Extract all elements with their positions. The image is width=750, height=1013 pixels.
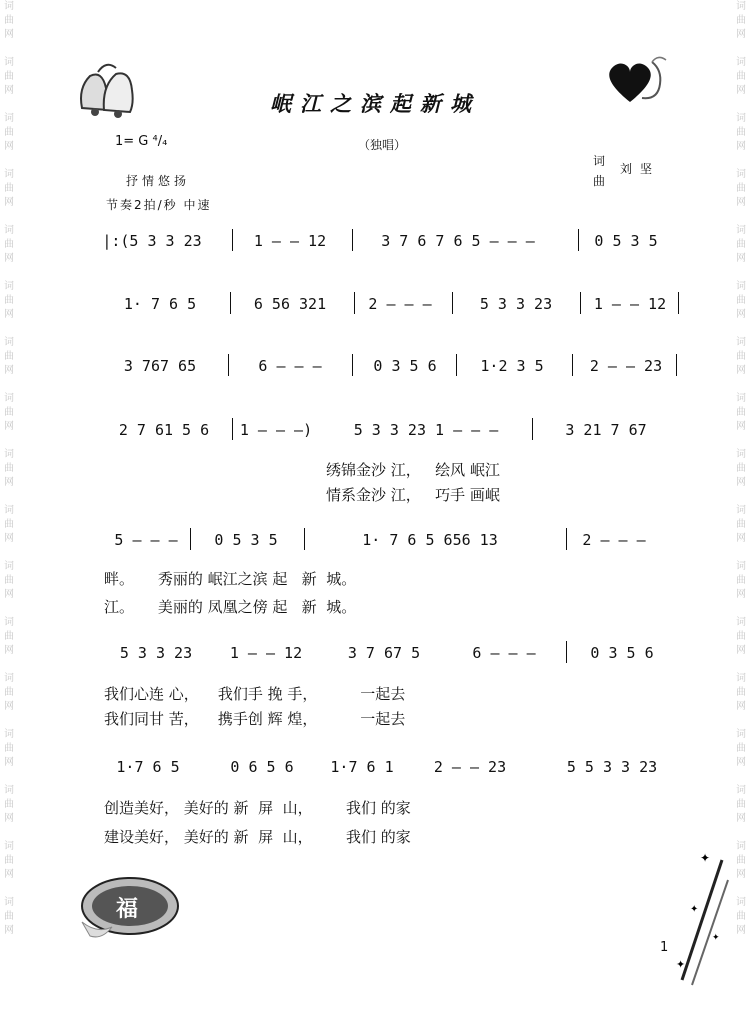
measure: 1·7 6 5 bbox=[116, 758, 180, 776]
watermark-char: 网 bbox=[4, 645, 14, 656]
measure: 3 21 7 67 bbox=[565, 421, 647, 439]
watermark-char: 词 bbox=[4, 113, 14, 124]
watermark-char: 词 bbox=[4, 281, 14, 292]
watermark-char: 词 bbox=[736, 1, 746, 12]
watermark-char: 词 bbox=[736, 505, 746, 516]
watermark-char: 曲 bbox=[4, 743, 14, 754]
watermark-char: 网 bbox=[4, 869, 14, 880]
watermark-char: 网 bbox=[4, 925, 14, 936]
watermark-char: 词 bbox=[736, 729, 746, 740]
lyric-line: 畔。 秀丽的 岷江之滨 起 新 城。 bbox=[104, 570, 357, 588]
watermark-char: 曲 bbox=[4, 295, 14, 306]
measure: 5 5 3 3 23 bbox=[566, 758, 658, 776]
watermark-char: 网 bbox=[4, 533, 14, 544]
watermark-char: 网 bbox=[736, 869, 746, 880]
watermark-char: 词 bbox=[4, 505, 14, 516]
watermark-char: 网 bbox=[4, 365, 14, 376]
watermark-char: 曲 bbox=[4, 239, 14, 250]
watermark-char: 词 bbox=[4, 337, 14, 348]
watermark-char: 曲 bbox=[4, 519, 14, 530]
measure: 2 — — 23 bbox=[433, 758, 507, 776]
watermark-char: 网 bbox=[736, 421, 746, 432]
watermark-char: 网 bbox=[736, 365, 746, 376]
watermark-char: 网 bbox=[736, 645, 746, 656]
watermark-char: 词 bbox=[4, 449, 14, 460]
watermark-char: 词 bbox=[4, 169, 14, 180]
score-line-5 bbox=[0, 531, 750, 561]
measure: 1 — — 12 bbox=[253, 232, 327, 250]
watermark-char: 曲 bbox=[736, 71, 746, 82]
watermark-char: 曲 bbox=[736, 463, 746, 474]
svg-text:✦: ✦ bbox=[690, 904, 699, 915]
lyric-line: 我们心连 心， 我们手 挽 手， 一起去 bbox=[104, 685, 406, 703]
watermark-char: 网 bbox=[4, 813, 14, 824]
lyric-line: 江。 美丽的 凤凰之傍 起 新 城。 bbox=[104, 598, 357, 616]
measure: 0 6 5 6 bbox=[230, 758, 294, 776]
watermark-char: 词 bbox=[736, 673, 746, 684]
measure: 1 — — —) bbox=[239, 421, 313, 439]
watermark-char: 网 bbox=[736, 757, 746, 768]
watermark-char: 曲 bbox=[4, 631, 14, 642]
watermark-char: 网 bbox=[736, 925, 746, 936]
tempo-marking: 节奏2拍/秒 中速 bbox=[106, 198, 212, 212]
watermark-char: 曲 bbox=[4, 15, 14, 26]
watermark-char: 曲 bbox=[736, 239, 746, 250]
watermark-char: 网 bbox=[4, 197, 14, 208]
watermark-char: 网 bbox=[736, 813, 746, 824]
measure: 5 3 3 23 1 — — — bbox=[353, 421, 499, 439]
svg-text:✦: ✦ bbox=[676, 958, 686, 971]
watermark-char: 网 bbox=[736, 589, 746, 600]
watermark-char: 网 bbox=[736, 197, 746, 208]
measure: 5 3 3 23 bbox=[479, 295, 553, 313]
watermark-char: 词 bbox=[4, 673, 14, 684]
watermark-char: 词 bbox=[4, 393, 14, 404]
badge-text: 福 bbox=[116, 896, 139, 922]
measure: 2 7 61 5 6 bbox=[118, 421, 210, 439]
score-line-3 bbox=[0, 357, 750, 387]
watermark-char: 网 bbox=[736, 29, 746, 40]
watermark-char: 网 bbox=[736, 253, 746, 264]
watermark-char: 网 bbox=[736, 477, 746, 488]
measure: 6 — — — bbox=[258, 357, 322, 375]
measure: 3 7 67 5 bbox=[347, 644, 421, 662]
mood-marking: 抒情悠扬 bbox=[126, 174, 191, 188]
watermark-char: 网 bbox=[4, 309, 14, 320]
watermark-char: 曲 bbox=[736, 911, 746, 922]
measure: 1 — — 12 bbox=[593, 295, 667, 313]
score-line-6 bbox=[0, 644, 750, 674]
watermark-char: 词 bbox=[4, 225, 14, 236]
watermark-left bbox=[2, 0, 16, 952]
watermark-char: 曲 bbox=[736, 631, 746, 642]
watermark-char: 网 bbox=[4, 701, 14, 712]
composer-label: 曲 bbox=[593, 174, 606, 188]
watermark-char: 曲 bbox=[736, 575, 746, 586]
watermark-char: 词 bbox=[4, 841, 14, 852]
watermark-char: 曲 bbox=[4, 127, 14, 138]
watermark-char: 曲 bbox=[736, 295, 746, 306]
watermark-char: 曲 bbox=[736, 183, 746, 194]
watermark-char: 词 bbox=[736, 57, 746, 68]
measure: 0 5 3 5 bbox=[594, 232, 658, 250]
lyric-line: 绣锦金沙 江， 绘风 岷江 bbox=[326, 461, 500, 479]
watermark-char: 词 bbox=[736, 841, 746, 852]
measure: 5 — — — bbox=[114, 531, 178, 549]
watermark-char: 网 bbox=[4, 141, 14, 152]
watermark-char: 曲 bbox=[4, 463, 14, 474]
watermark-right bbox=[734, 0, 748, 952]
measure: 1·7 6 1 bbox=[330, 758, 394, 776]
watermark-char: 网 bbox=[4, 253, 14, 264]
measure: 3 7 6 7 6 5 — — — bbox=[381, 232, 535, 250]
fortune-badge bbox=[72, 872, 182, 942]
watermark-char: 网 bbox=[736, 309, 746, 320]
score-line-2 bbox=[0, 295, 750, 325]
measure: 0 3 5 6 bbox=[373, 357, 437, 375]
watermark-char: 曲 bbox=[4, 911, 14, 922]
watermark-char: 网 bbox=[4, 477, 14, 488]
lyric-line: 创造美好， 美好的 新 屏 山， 我们 的家 bbox=[104, 799, 411, 817]
measure: 3 767 65 bbox=[123, 357, 197, 375]
watermark-char: 网 bbox=[4, 85, 14, 96]
watermark-char: 曲 bbox=[736, 127, 746, 138]
watermark-char: 曲 bbox=[4, 687, 14, 698]
subtitle: （独唱） bbox=[358, 138, 407, 152]
watermark-char: 词 bbox=[4, 617, 14, 628]
score-line-4 bbox=[0, 421, 750, 451]
watermark-char: 曲 bbox=[4, 351, 14, 362]
watermark-char: 词 bbox=[4, 785, 14, 796]
watermark-char: 网 bbox=[736, 533, 746, 544]
score-line-7 bbox=[0, 758, 750, 788]
watermark-char: 词 bbox=[4, 561, 14, 572]
measure: 0 5 3 5 bbox=[214, 531, 278, 549]
watermark-char: 网 bbox=[4, 589, 14, 600]
watermark-char: 网 bbox=[4, 29, 14, 40]
watermark-char: 网 bbox=[4, 421, 14, 432]
watermark-char: 网 bbox=[736, 701, 746, 712]
watermark-char: 曲 bbox=[4, 71, 14, 82]
measure: 6 — — — bbox=[472, 644, 536, 662]
watermark-char: 曲 bbox=[736, 687, 746, 698]
measure: 5 3 3 23 bbox=[119, 644, 193, 662]
measure: 2 — — — bbox=[582, 531, 646, 549]
watermark-char: 词 bbox=[736, 897, 746, 908]
watermark-char: 词 bbox=[736, 617, 746, 628]
measure: 0 3 5 6 bbox=[590, 644, 654, 662]
key-signature: 1= G ⁴/₄ bbox=[115, 134, 168, 149]
watermark-char: 曲 bbox=[4, 407, 14, 418]
watermark-char: 曲 bbox=[736, 855, 746, 866]
watermark-char: 曲 bbox=[4, 183, 14, 194]
watermark-char: 词 bbox=[736, 113, 746, 124]
measure: 1· 7 6 5 656 13 bbox=[362, 531, 498, 549]
watermark-char: 曲 bbox=[4, 855, 14, 866]
watermark-char: 词 bbox=[4, 729, 14, 740]
watermark-char: 词 bbox=[736, 281, 746, 292]
star-streak-icon bbox=[670, 850, 730, 990]
lyric-line: 建设美好， 美好的 新 屏 山， 我们 的家 bbox=[104, 828, 411, 846]
watermark-char: 词 bbox=[736, 561, 746, 572]
watermark-char: 网 bbox=[736, 85, 746, 96]
watermark-char: 曲 bbox=[4, 799, 14, 810]
author-name: 刘坚 bbox=[620, 162, 661, 176]
lyricist-label: 词 bbox=[593, 154, 606, 168]
watermark-char: 曲 bbox=[4, 575, 14, 586]
watermark-char: 曲 bbox=[736, 743, 746, 754]
page-number: 1 bbox=[660, 940, 669, 955]
watermark-char: 网 bbox=[4, 757, 14, 768]
measure: |:(5 3 3 23 bbox=[102, 232, 202, 250]
watermark-char: 网 bbox=[736, 141, 746, 152]
watermark-char: 词 bbox=[736, 785, 746, 796]
watermark-char: 词 bbox=[736, 169, 746, 180]
watermark-char: 曲 bbox=[736, 799, 746, 810]
watermark-char: 曲 bbox=[736, 351, 746, 362]
song-title: 岷江之滨起新城 bbox=[270, 91, 480, 116]
watermark-char: 词 bbox=[4, 897, 14, 908]
measure: 1· 7 6 5 bbox=[123, 295, 197, 313]
measure: 1·2 3 5 bbox=[480, 357, 544, 375]
watermark-char: 曲 bbox=[736, 519, 746, 530]
watermark-char: 词 bbox=[736, 449, 746, 460]
measure: 6 56 321 bbox=[253, 295, 327, 313]
watermark-char: 词 bbox=[736, 337, 746, 348]
score-line-1 bbox=[0, 232, 750, 262]
watermark-char: 词 bbox=[4, 57, 14, 68]
measure: 2 — — — bbox=[368, 295, 432, 313]
watermark-char: 词 bbox=[736, 225, 746, 236]
watermark-char: 曲 bbox=[736, 407, 746, 418]
watermark-char: 词 bbox=[4, 1, 14, 12]
measure: 2 — — 23 bbox=[589, 357, 663, 375]
watermark-char: 词 bbox=[736, 393, 746, 404]
measure: 1 — — 12 bbox=[229, 644, 303, 662]
svg-text:✦: ✦ bbox=[700, 851, 711, 865]
lyric-line: 情系金沙 江， 巧手 画岷 bbox=[326, 486, 500, 504]
svg-text:✦: ✦ bbox=[712, 933, 720, 943]
watermark-char: 曲 bbox=[736, 15, 746, 26]
lyric-line: 我们同甘 苦， 携手创 辉 煌， 一起去 bbox=[104, 710, 406, 728]
